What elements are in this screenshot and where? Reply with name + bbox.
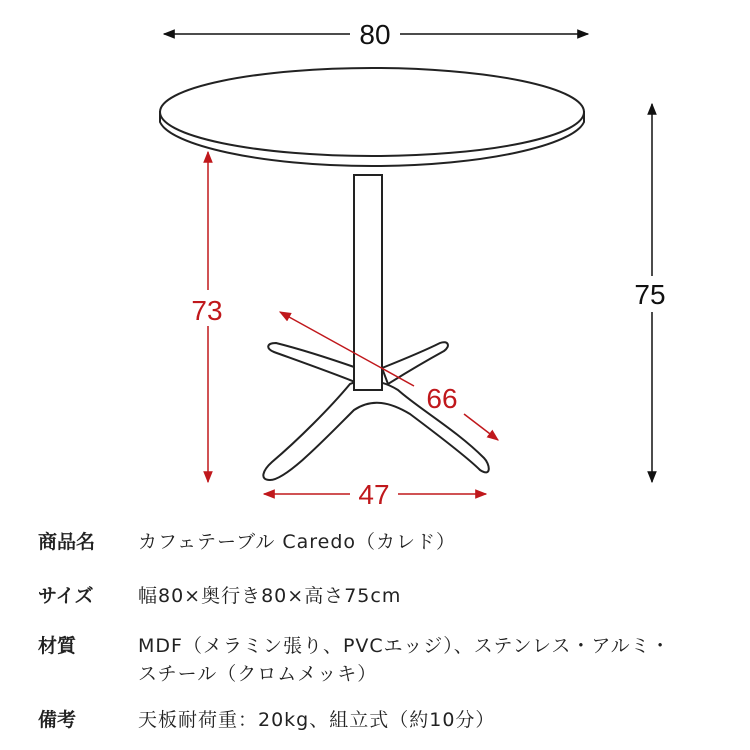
spec-row-notes xyxy=(38,706,728,746)
spec-label: 備考 xyxy=(38,709,77,731)
spec-table xyxy=(38,528,728,746)
table-illustration xyxy=(160,68,584,480)
table-height-dimension xyxy=(191,152,222,482)
spec-row-product-name xyxy=(38,528,728,582)
spec-label: 商品名 xyxy=(38,531,96,553)
spec-value: 幅80×奥行き80×高さ75cm xyxy=(138,585,402,607)
spec-label: 材質 xyxy=(38,635,77,657)
spec-value: カフェテーブル Caredo（カレド） xyxy=(138,531,457,553)
base-width-label: 47 xyxy=(358,479,390,510)
width-label: 80 xyxy=(359,19,391,50)
spec-value: 天板耐荷重：20kg、組立式（約10分） xyxy=(138,709,496,731)
table-height-label: 73 xyxy=(191,295,223,326)
spec-value: MDF（メラミン張り、PVCエッジ）、ステンレス・アルミ・ スチール（クロムメッキ） xyxy=(138,635,671,685)
table-column xyxy=(354,175,382,390)
total-height-label: 75 xyxy=(634,279,666,310)
width-dimension xyxy=(164,19,588,50)
base-diagonal-label: 66 xyxy=(426,383,458,414)
base-width-dimension xyxy=(264,479,486,510)
spec-label: サイズ xyxy=(38,585,94,607)
total-height-dimension xyxy=(634,104,665,482)
spec-row-material xyxy=(38,632,728,706)
spec-row-size xyxy=(38,582,728,632)
table-top xyxy=(160,68,584,156)
